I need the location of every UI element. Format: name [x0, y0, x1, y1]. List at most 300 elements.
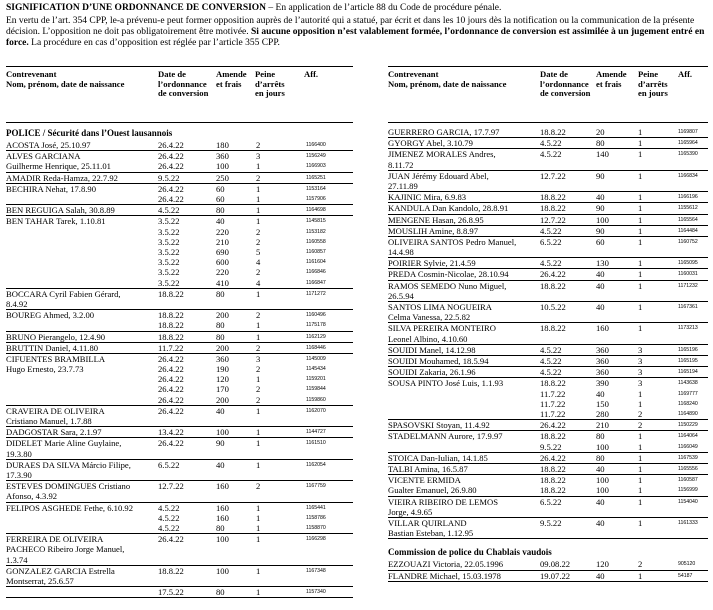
entry-aff: 1167539: [678, 454, 698, 461]
header-aff: Aff.: [678, 69, 693, 79]
entry-date: 18.8.22: [158, 288, 184, 299]
entry-peine: 2: [256, 172, 261, 183]
entry-aff: 1145434: [306, 366, 326, 373]
notice-title-line: [6, 3, 706, 14]
entry-amende: 100: [596, 441, 609, 452]
entry-date: 11.7.22: [158, 342, 184, 353]
entry-amende: 90: [216, 438, 225, 449]
table-row: [388, 356, 708, 367]
entry-date: 4.5.22: [540, 149, 562, 160]
entry-date: 26.4.22: [158, 384, 184, 395]
table-row: [6, 503, 353, 535]
entry-amende: 160: [216, 502, 229, 513]
entry-date: 3.5.22: [158, 226, 180, 237]
entry-peine: 2: [256, 394, 261, 405]
entry-peine: 1: [638, 225, 643, 236]
entry-aff: 1166903: [306, 163, 326, 170]
contrevenant-name: FELIPOS ASGHEDE Fethe, 6.10.92: [6, 502, 134, 513]
entry-amende: 60: [216, 193, 225, 204]
entry-amende: 210: [216, 236, 229, 247]
entry-date: 4.5.22: [158, 512, 180, 523]
entry-date: 3.5.22: [158, 257, 180, 268]
header-aff: Aff.: [304, 69, 319, 79]
entry-amende: 600: [216, 257, 229, 268]
entry-peine: 1: [638, 149, 643, 160]
entry-aff: 1159844: [306, 386, 326, 393]
contrevenant-name: GONZALEZ GARCIA Estrella: [6, 565, 115, 576]
entry-date: 18.8.22: [540, 203, 566, 214]
table-row: [388, 497, 708, 518]
entry-peine: 1: [638, 236, 643, 247]
entry-aff: 1166400: [306, 142, 326, 148]
entry-date: 12.7.22: [158, 481, 184, 492]
entry-peine: 1: [256, 523, 261, 534]
entry-aff: 1145815: [306, 218, 326, 225]
contrevenant-name: BEN TAHAR Tarek, 1.10.81: [6, 216, 106, 227]
header-peine: Peine d’arrêts en jours: [638, 69, 668, 99]
entry-peine: 1: [256, 405, 261, 416]
entry-amende: 40: [216, 405, 225, 416]
entry-date: 18.8.22: [158, 565, 184, 576]
entry-amende: 280: [596, 409, 609, 419]
entry-date: 26.4.22: [158, 183, 184, 194]
entry-amende: 200: [216, 394, 229, 405]
entry-peine: 3: [638, 378, 643, 389]
entry-date: 18.8.22: [540, 463, 566, 474]
entry-amende: 80: [596, 138, 605, 149]
entry-aff: 1166847: [306, 279, 326, 286]
contrevenant-name: BECHIRA Nehat, 17.8.90: [6, 183, 96, 194]
contrevenant-name: SOUIDI Zakaria, 26.1.96: [388, 367, 476, 378]
entry-aff: 1166298: [306, 536, 326, 543]
entry-date: 3.5.22: [158, 236, 180, 247]
entry-peine: 1: [638, 570, 643, 581]
entry-aff: 1165195: [678, 358, 698, 365]
entry-date: 26.4.22: [158, 364, 184, 375]
section-title: Commission de police du Chablais vaudois: [388, 547, 552, 558]
notice-title-tail: – En application de l’article 88 du Code de procédure pénale.: [266, 3, 502, 13]
contrevenant-name: SPASOVSKI Stoyan, 11.4.92: [388, 420, 490, 431]
contrevenant-name: AMADIR Reda-Hamza, 22.7.92: [6, 172, 118, 183]
contrevenant-name: BRUTTIN Daniel, 4.11.80: [6, 342, 99, 353]
entry-peine: 1: [638, 127, 643, 137]
entry-date: 9.5.22: [540, 441, 562, 452]
entry-date: 18.8.22: [540, 431, 566, 442]
entry-aff: 1160587: [678, 477, 698, 484]
contrevenant-name-cont: 27.11.89: [388, 180, 418, 191]
entry-aff: 1166196: [678, 194, 698, 201]
contrevenant-name: RAMOS SEMEDO Nuno Miguel,: [388, 280, 507, 291]
entry-amende: 360: [596, 367, 609, 378]
entry-peine: 1: [638, 463, 643, 474]
entry-amende: 100: [216, 565, 229, 576]
table-row: [6, 587, 353, 598]
entry-peine: 4: [256, 257, 261, 268]
entry-amende: 40: [596, 192, 605, 203]
entry-amende: 140: [596, 149, 609, 160]
entry-date: 26.4.22: [158, 374, 184, 385]
entry-peine: 1: [256, 205, 261, 216]
entry-date: 26.4.22: [158, 353, 184, 364]
entry-aff: 1162129: [306, 333, 326, 340]
contrevenant-name: KANDULA Dan Kandolo, 28.8.91: [388, 203, 509, 214]
table-row: [388, 367, 708, 378]
entry-peine: 3: [256, 151, 261, 162]
entry-peine: 3: [638, 344, 643, 355]
right-rows: [388, 127, 708, 539]
entry-peine: 1: [256, 512, 261, 523]
contrevenant-name: STOICA Dan-Iulian, 14.1.85: [388, 452, 488, 463]
entry-amende: 80: [216, 331, 225, 342]
contrevenant-name: SANTOS LIMA NOGUEIRA: [388, 302, 492, 313]
entry-amende: 150: [596, 398, 609, 409]
entry-date: 09.08.22: [540, 559, 571, 570]
table-row: [388, 226, 708, 237]
table-row: [388, 149, 708, 170]
left-rows: [6, 140, 353, 598]
entry-peine: 1: [256, 565, 261, 576]
entry-amende: 360: [216, 151, 229, 162]
entry-date: 4.5.22: [158, 502, 180, 513]
entry-aff: 1160031: [678, 271, 698, 278]
entry-peine: 2: [256, 140, 261, 150]
entry-amende: 220: [216, 226, 229, 237]
entry-peine: 2: [256, 236, 261, 247]
contrevenant-name-cont: 26.5.94: [388, 290, 414, 301]
table-row: [6, 173, 353, 184]
contrevenant-name: JIMENEZ MORALES Andres,: [388, 149, 496, 160]
entry-peine: 2: [638, 409, 643, 419]
contrevenant-name-cont: Hugo Ernesto, 23.7.73: [6, 364, 84, 375]
entry-aff: 1160752: [678, 238, 698, 245]
contrevenant-name: SOUIDI Manel, 14.12.98: [388, 344, 476, 355]
table-row: [388, 269, 708, 280]
entry-date: 13.4.22: [158, 427, 184, 438]
entry-aff: 1165194: [678, 369, 698, 376]
table-row: [388, 345, 708, 356]
header-amende: Amende et frais: [216, 69, 247, 89]
contrevenant-name: SOUIDI Mouhamed, 18.5.94: [388, 356, 489, 367]
contrevenant-name: SOUSA PINTO José Luis, 1.1.93: [388, 378, 504, 389]
entry-peine: 1: [638, 302, 643, 313]
entry-date: 4.5.22: [540, 225, 562, 236]
table-row: [388, 431, 708, 452]
entry-amende: 360: [216, 353, 229, 364]
entry-peine: 1: [256, 427, 261, 438]
entry-date: 12.7.22: [540, 214, 566, 225]
entry-aff: 905120: [678, 561, 696, 568]
contrevenant-name: EZZOUAZI Victoria, 22.05.1996: [388, 559, 504, 570]
entry-peine: 1: [638, 431, 643, 442]
entry-aff: 1175178: [306, 322, 326, 329]
entry-aff: 1167759: [306, 483, 326, 490]
entry-amende: 40: [596, 517, 605, 528]
entry-amende: 130: [596, 258, 609, 269]
right-column: [388, 66, 708, 582]
entry-aff: 1165196: [678, 346, 698, 353]
contrevenant-name-cont: 14.4.98: [388, 247, 414, 258]
entry-peine: 1: [638, 192, 643, 203]
table-row: [388, 138, 708, 149]
entry-peine: 2: [256, 310, 261, 321]
entry-aff: 1164484: [678, 227, 698, 234]
entry-aff: 1159201: [306, 376, 326, 383]
notice-bold-text: Si aucune opposition n’est valablement formée, l’ordonnance de conversion est assimilée à un jugement entré en force.: [6, 27, 705, 48]
header-contrevenant: Contrevenant Nom, prénom, date de naissance: [6, 69, 125, 89]
entry-aff: 1153182: [306, 228, 326, 235]
entry-date: 18.8.22: [540, 323, 566, 334]
entry-date: 11.7.22: [540, 398, 566, 409]
table-row: [6, 481, 353, 502]
contrevenant-name: BEN REGUIGA Salah, 30.8.89: [6, 205, 115, 216]
entry-peine: 2: [256, 384, 261, 395]
table-row: [6, 534, 353, 566]
entry-peine: 1: [638, 475, 643, 486]
entry-date: 6.5.22: [158, 459, 180, 470]
entry-peine: 2: [638, 559, 643, 570]
entry-date: 4.5.22: [540, 356, 562, 367]
table-row: [388, 237, 708, 258]
entry-aff: 1173213: [678, 325, 698, 332]
entry-amende: 360: [596, 356, 609, 367]
entry-aff: 1159860: [306, 396, 326, 403]
contrevenant-name: GUERRERO GARCIA, 17.7.97: [388, 127, 500, 137]
contrevenant-name: GYORGY Abel, 3.10.79: [388, 138, 473, 149]
entry-date: 6.5.22: [540, 236, 562, 247]
entry-aff: 1165390: [678, 151, 698, 158]
contrevenant-name-cont: PACHECO Ribeiro Jorge Manuel,: [6, 544, 125, 555]
entry-date: 26.4.22: [158, 394, 184, 405]
entry-date: 17.5.22: [158, 587, 184, 598]
contrevenant-name: BRUNO Pierangelo, 12.4.90: [6, 331, 106, 342]
contrevenant-name: ESTEVES DOMINGUES Cristiano: [6, 481, 131, 492]
table-row: [388, 518, 708, 539]
entry-amende: 60: [216, 183, 225, 194]
entry-peine: 1: [256, 161, 261, 172]
column-header: [6, 67, 353, 122]
entry-date: 4.5.22: [158, 523, 180, 534]
notice-paragraph: [6, 16, 706, 49]
table-row: [388, 171, 708, 192]
entry-aff: 1160496: [306, 312, 326, 319]
contrevenant-name: STADELMANN Aurore, 17.9.97: [388, 431, 503, 442]
contrevenant-name: BOCCARA Cyril Fabien Gérard,: [6, 288, 121, 299]
entry-date: 26.4.22: [158, 151, 184, 162]
contrevenant-name-cont: 8.4.92: [6, 298, 28, 309]
entry-aff: 1168446: [306, 344, 326, 351]
table-row: [388, 559, 708, 570]
entry-aff: 1162070: [306, 407, 326, 414]
contrevenant-name-cont: 8.11.72: [388, 159, 414, 170]
entry-peine: 1: [638, 452, 643, 463]
contrevenant-name: FLANDRE Michael, 15.03.1978: [388, 570, 501, 581]
entry-aff: 1166049: [678, 443, 698, 450]
table-row: [388, 258, 708, 269]
entry-amende: 40: [596, 496, 605, 507]
entry-date: 19.07.22: [540, 570, 571, 581]
entry-peine: 1: [256, 587, 261, 598]
entry-aff: 54187: [678, 572, 693, 579]
entry-amende: 40: [216, 216, 225, 227]
entry-aff: 1169807: [678, 129, 698, 135]
entry-date: 26.4.22: [158, 140, 184, 150]
contrevenant-name: OLIVEIRA SANTOS Pedro Manuel,: [388, 236, 517, 247]
entry-amende: 40: [596, 269, 605, 280]
entry-peine: 1: [256, 183, 261, 194]
table-row: [6, 460, 353, 481]
entry-peine: 4: [256, 277, 261, 288]
contrevenant-name: DADGOSTAR Sara, 2.1.97: [6, 427, 102, 438]
entry-date: 3.5.22: [158, 216, 180, 227]
entry-aff: 1171272: [306, 290, 326, 297]
header-date: Date de l’ordonnance de conversion: [158, 69, 209, 99]
entry-aff: 1160857: [306, 248, 326, 255]
entry-amende: 80: [216, 587, 225, 598]
entry-aff: 1150229: [678, 422, 698, 429]
entry-peine: 2: [256, 364, 261, 375]
entry-amende: 180: [216, 140, 229, 150]
contrevenant-name-cont: Afonso, 4.3.92: [6, 491, 58, 502]
entry-amende: 100: [596, 485, 609, 496]
notice-title: SIGNIFICATION D’UNE ORDONNANCE DE CONVERSION: [6, 3, 267, 13]
entry-amende: 40: [596, 280, 605, 291]
entry-aff: 1155612: [678, 205, 698, 212]
entry-date: 3.5.22: [158, 267, 180, 278]
entry-amende: 190: [216, 364, 229, 375]
contrevenant-name: PREDA Cosmin-Nicolae, 28.10.94: [388, 269, 509, 280]
entry-date: 26.4.22: [540, 420, 566, 431]
entry-amende: 40: [216, 459, 225, 470]
entry-peine: 2: [638, 420, 643, 431]
entry-peine: 1: [638, 496, 643, 507]
entry-amende: 40: [596, 388, 605, 399]
entry-peine: 1: [638, 323, 643, 334]
entry-aff: 1166846: [306, 269, 326, 276]
right-rows-2: [388, 559, 708, 581]
entry-peine: 1: [256, 459, 261, 470]
entry-amende: 100: [216, 534, 229, 545]
entry-aff: 1144727: [306, 429, 326, 436]
entry-peine: 1: [638, 214, 643, 225]
entry-peine: 1: [638, 441, 643, 452]
entry-date: 12.7.22: [540, 170, 566, 181]
header-contrevenant: Contrevenant Nom, prénom, date de naissance: [388, 69, 507, 89]
entry-date: 18.8.22: [540, 192, 566, 203]
entry-date: 10.5.22: [540, 302, 566, 313]
entry-amende: 100: [216, 161, 229, 172]
contrevenant-name-cont: 19.3.80: [6, 448, 32, 459]
contrevenant-name-cont: Guilherme Henrique, 25.11.01: [6, 161, 111, 172]
table-row: [6, 216, 353, 288]
entry-date: 18.8.22: [540, 485, 566, 496]
entry-amende: 40: [596, 463, 605, 474]
entry-aff: 1165564: [678, 216, 698, 223]
entry-peine: 1: [256, 331, 261, 342]
entry-amende: 160: [596, 323, 609, 334]
header-rule: [6, 122, 353, 123]
notice-text: En vertu de l’art. 354 CPP, le-a prévenu-e peut former opposition auprès de l’autorité qui a statué, par écrit et dans les 10 jours dès la notification ou la communication de la présente décision. L’opposition ne doit pas obligatoirement être motivée.: [6, 16, 695, 37]
table-row: [388, 323, 708, 344]
entry-aff: 1153164: [306, 185, 326, 192]
entry-amende: 250: [216, 172, 229, 183]
header-amende: Amende et frais: [596, 69, 627, 89]
contrevenant-name-cont: 17.3.90: [6, 470, 32, 481]
entry-date: 9.5.22: [540, 517, 562, 528]
entry-amende: 170: [216, 384, 229, 395]
entry-aff: 1158786: [306, 514, 326, 521]
entry-amende: 80: [596, 431, 605, 442]
entry-date: 3.5.22: [158, 246, 180, 257]
entry-amende: 40: [596, 570, 605, 581]
entry-peine: 1: [638, 203, 643, 214]
entry-amende: 90: [596, 170, 605, 181]
notice-header: [6, 3, 706, 49]
entry-date: 4.5.22: [540, 258, 562, 269]
table-row: [388, 378, 708, 420]
entry-aff: 1157340: [306, 589, 326, 596]
contrevenant-name: ALVES GARCIANA: [6, 151, 81, 162]
entry-peine: 1: [638, 138, 643, 149]
entry-peine: 1: [638, 170, 643, 181]
contrevenant-name: DIDELET Marie Aline Guylaine,: [6, 438, 122, 449]
table-row: [388, 453, 708, 464]
entry-amende: 120: [216, 374, 229, 385]
entry-amende: 200: [216, 342, 229, 353]
contrevenant-name: MOUSLIH Amine, 8.8.97: [388, 225, 478, 236]
entry-peine: 1: [256, 374, 261, 385]
entry-peine: 3: [256, 353, 261, 364]
entry-date: 18.8.22: [158, 331, 184, 342]
entry-date: 4.5.22: [540, 344, 562, 355]
entry-date: 4.5.22: [158, 205, 180, 216]
left-column: [6, 66, 353, 598]
entry-peine: 1: [256, 438, 261, 449]
entry-aff: 1164890: [678, 411, 698, 417]
column-header: [388, 67, 708, 122]
entry-date: 18.8.22: [158, 320, 184, 331]
entry-amende: 100: [216, 427, 229, 438]
entry-peine: 1: [638, 280, 643, 291]
entry-amende: 160: [216, 512, 229, 523]
contrevenant-name-cont: Jorge, 4.9.65: [388, 506, 433, 517]
entry-amende: 80: [216, 288, 225, 299]
entry-amende: 120: [596, 559, 609, 570]
contrevenant-name-cont: Bastian Esteban, 1.12.95: [388, 528, 474, 539]
entry-date: 18.8.22: [540, 378, 566, 389]
entry-amende: 80: [216, 320, 225, 331]
table-row: [6, 310, 353, 331]
entry-amende: 690: [216, 246, 229, 257]
contrevenant-name: MENGENE Hasan, 26.8.95: [388, 214, 484, 225]
entry-date: 18.8.22: [540, 475, 566, 486]
entry-date: 26.4.22: [540, 452, 566, 463]
entry-peine: 2: [256, 267, 261, 278]
table-row: [388, 420, 708, 431]
contrevenant-name: BOUREG Ahmed, 3.2.00: [6, 310, 95, 321]
table-row: [6, 343, 353, 354]
contrevenant-name: DURAES DA SILVA Márcio Filipe,: [6, 459, 131, 470]
table-row: [6, 566, 353, 587]
table-row: [388, 571, 708, 582]
entry-date: 3.5.22: [158, 277, 180, 288]
table-row: [6, 184, 353, 205]
entry-aff: 1145009: [306, 355, 326, 362]
entry-peine: 1: [256, 216, 261, 227]
entry-aff: 1169777: [678, 390, 698, 397]
entry-peine: 1: [638, 485, 643, 496]
table-row: [388, 302, 708, 323]
entry-peine: 2: [256, 481, 261, 492]
